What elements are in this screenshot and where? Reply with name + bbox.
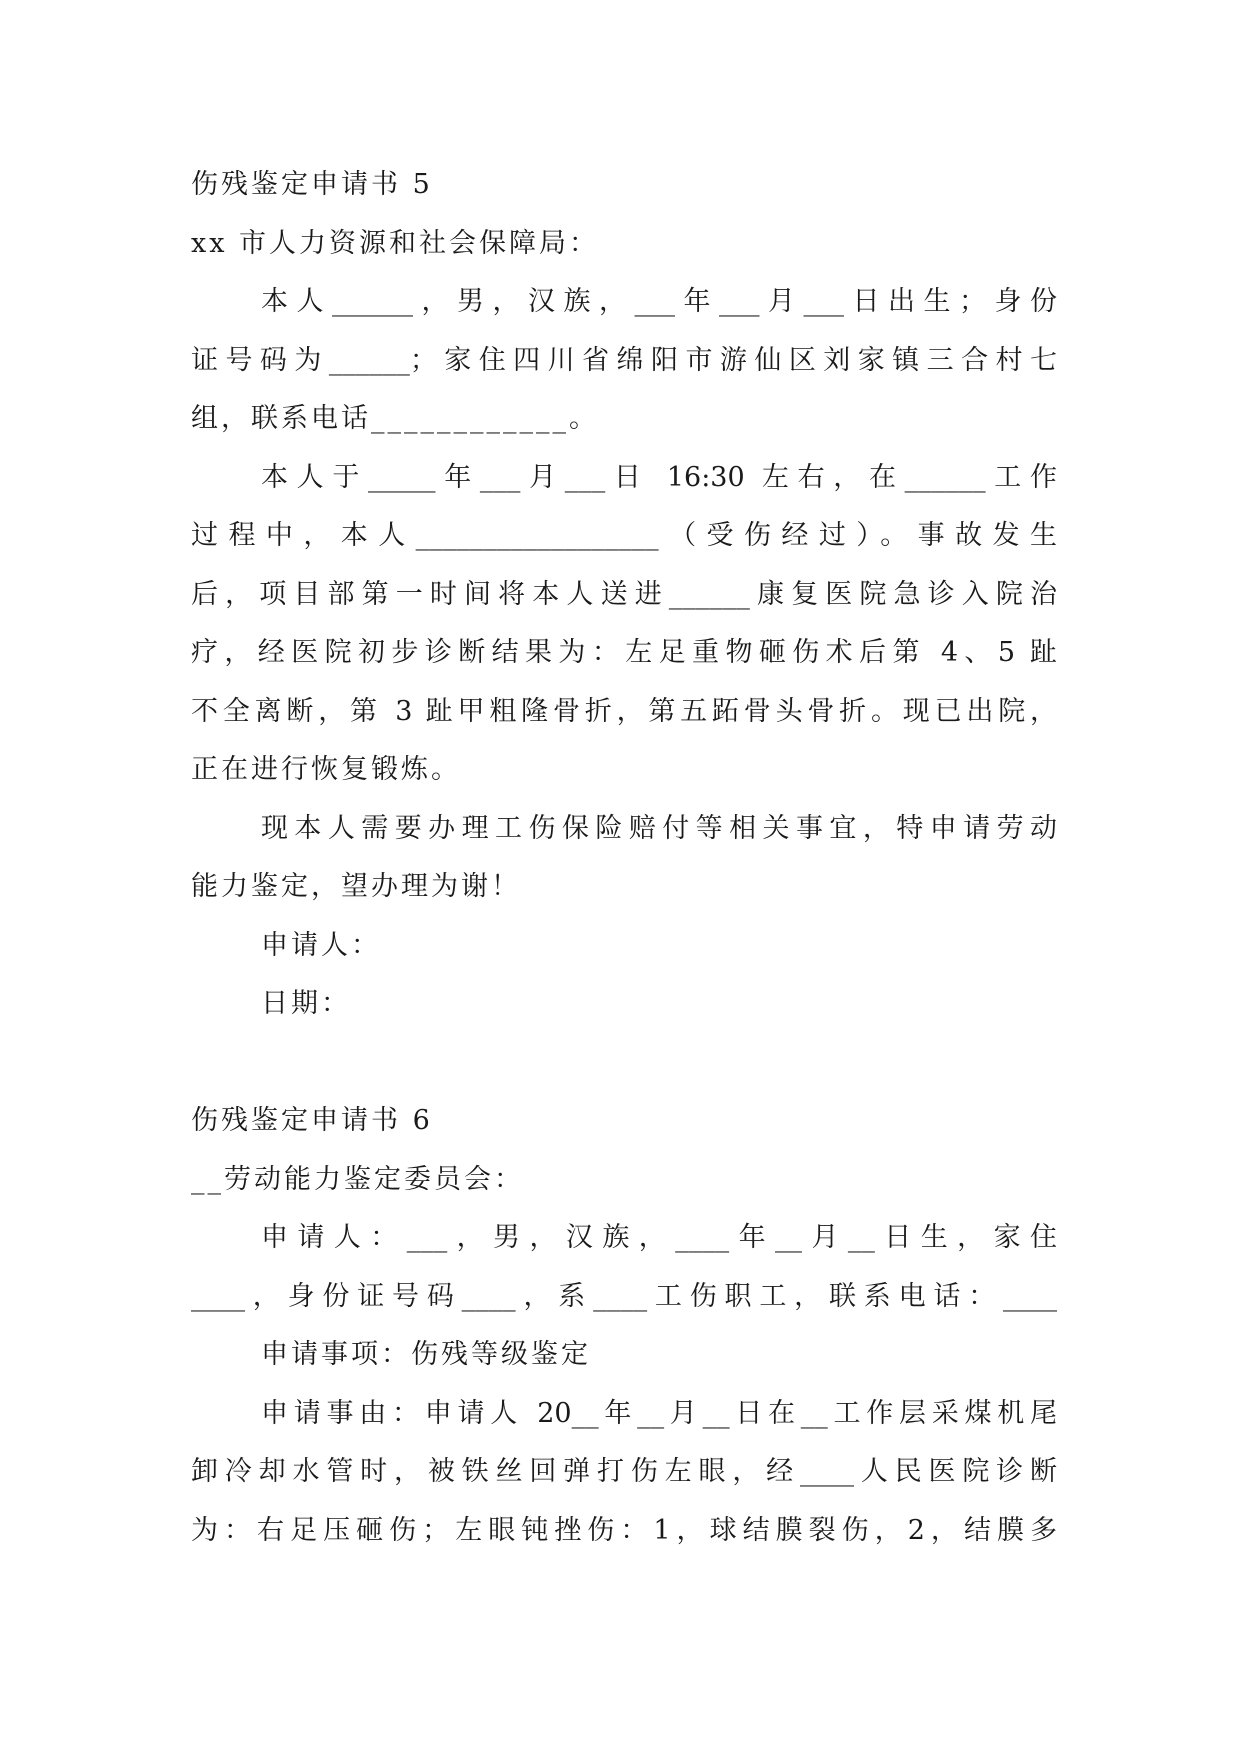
paragraph-line: ____，身份证号码____，系____工伤职工，联系电话：____ <box>191 1280 1057 1312</box>
paragraph-line: 过程中，本人__________________（受伤经过）。事故发生 <box>191 520 1057 551</box>
paragraph-line: 本人______，男，汉族，___年___月___日出生；身份 <box>261 286 1057 317</box>
application-letter-6 <box>191 1092 1057 1560</box>
paragraph-injury-details <box>191 449 1057 800</box>
paragraph-line: 卸冷却水管时，被铁丝回弹打伤左眼，经____人民医院诊断 <box>191 1456 1057 1487</box>
paragraph-request <box>191 800 1057 917</box>
paragraph-line: 现本人需要办理工伤保险赔付等相关事宜，特申请劳动 <box>261 812 1057 844</box>
paragraph-line: 本人于_____年___月___日 16:30 左右，在______工作 <box>261 461 1057 493</box>
paragraph-line: 疗，经医院初步诊断结果为：左足重物砸伤术后第 4、5 趾 <box>191 637 1057 668</box>
document-content <box>191 156 1057 1560</box>
paragraph-line: 申请人：___，男，汉族，____年__月__日生，家住 <box>261 1222 1057 1253</box>
application-letter-5 <box>191 156 1057 1034</box>
paragraph-line: 为：右足压砸伤；左眼钝挫伤：1，球结膜裂伤，2，结膜多 <box>191 1514 1057 1546</box>
letter-title: 伤残鉴定申请书 5 <box>191 169 433 200</box>
paragraph-line: 证号码为______；家住四川省绵阳市游仙区刘家镇三合村七 <box>191 344 1057 376</box>
paragraph-request-item <box>191 1326 1057 1385</box>
paragraph-line: 正在进行恢复锻炼。 <box>191 754 461 785</box>
paragraph-line: 能力鉴定，望办理为谢！ <box>191 871 521 902</box>
letter-title: 伤残鉴定申请书 6 <box>191 1105 433 1136</box>
paragraph-line: 申请事由：申请人 20__年__月__日在__工作层采煤机尾 <box>261 1397 1057 1429</box>
paragraph-line: 组，联系电话____________。 <box>191 403 599 434</box>
paragraph-personal-info <box>191 273 1057 449</box>
paragraph-line: 后，项目部第一时间将本人送进______康复医院急诊入院治 <box>191 578 1057 610</box>
date-label: 日期： <box>261 988 351 1019</box>
paragraph-request-reason <box>191 1385 1057 1561</box>
addressee: xx 市人力资源和社会保障局： <box>191 227 600 259</box>
paragraph-applicant-info <box>191 1209 1057 1326</box>
applicant-signature-label: 申请人： <box>261 929 381 961</box>
addressee: __劳动能力鉴定委员会： <box>191 1163 524 1195</box>
paragraph-line: 不全离断，第 3 趾甲粗隆骨折，第五跖骨头骨折。现已出院， <box>191 695 1057 727</box>
paragraph-line: 申请事项：伤残等级鉴定 <box>261 1339 591 1370</box>
